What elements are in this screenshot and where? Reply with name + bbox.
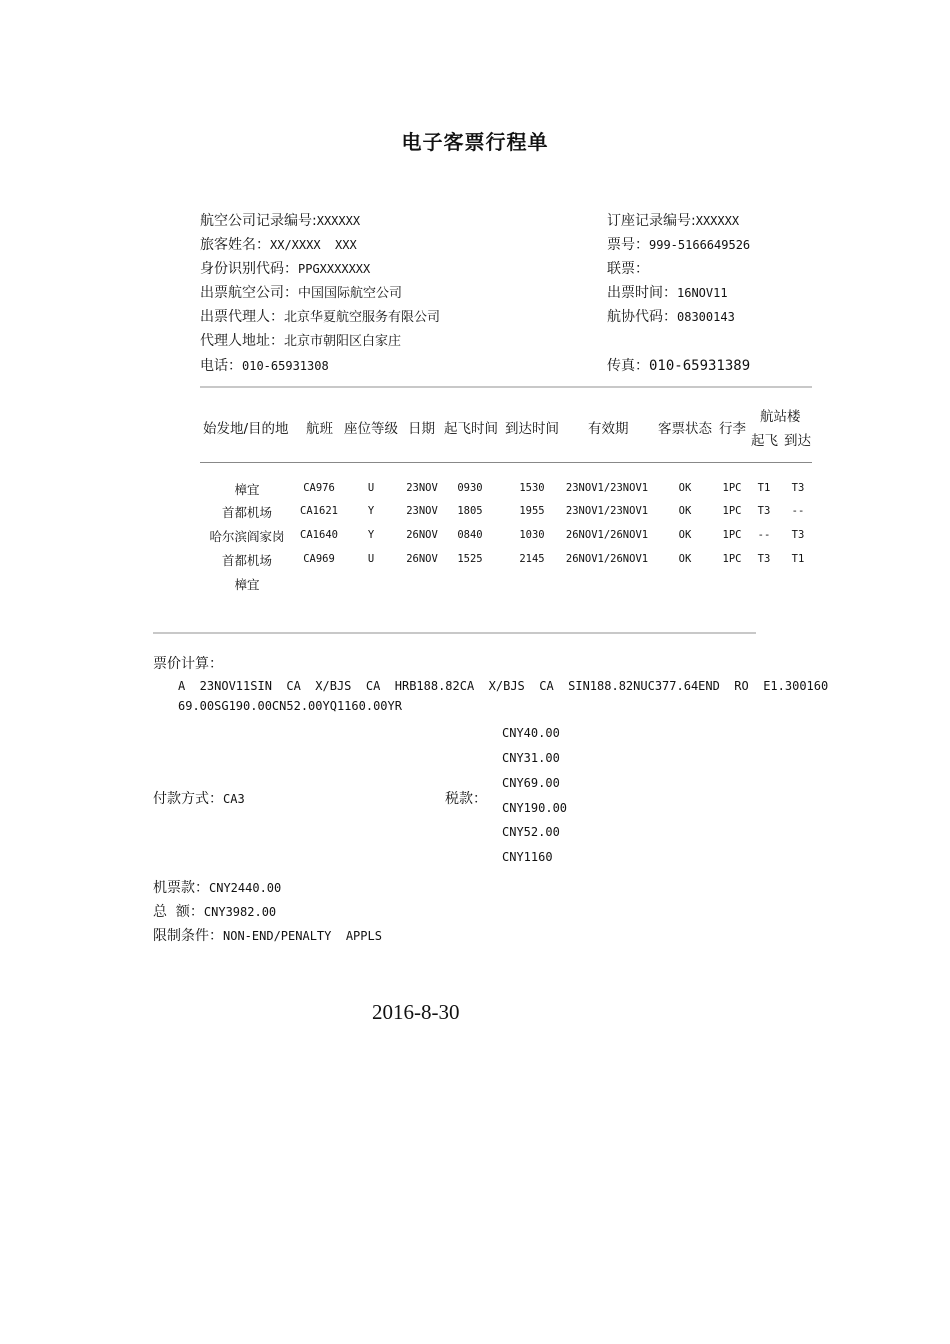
flight-cell: CA976 (303, 482, 335, 494)
agent-label: 出票代理人： (200, 309, 284, 325)
arr-time-cell: 1530 (519, 482, 545, 494)
coupon-label: 联票： (607, 261, 649, 277)
fare-calc-label: 票价计算： (153, 656, 223, 672)
dep-time-cell: 1805 (457, 505, 483, 517)
col-flight: 航班 (306, 421, 333, 437)
dep-time-cell: 1525 (457, 553, 483, 565)
col-validity: 有效期 (588, 421, 629, 437)
status-cell: OK (678, 553, 692, 565)
terminal-arr-cell: -- (791, 505, 805, 517)
booking-record-row (607, 210, 739, 230)
class-cell: U (367, 482, 375, 494)
coupon-row (607, 258, 649, 278)
col-arr-time: 到达时间 (505, 421, 559, 437)
terminal-arr-cell: T3 (791, 482, 805, 494)
passenger-label: 旅客姓名： (200, 237, 270, 253)
city-name: 樟宜 (234, 577, 260, 592)
agent-address-label: 代理人地址： (200, 333, 284, 349)
tax-item: CNY69.00 (502, 776, 560, 790)
total-value: CNY3982.00 (203, 905, 277, 919)
validity-cell: 26NOV1/26NOV1 (565, 529, 649, 541)
validity-cell: 23NOV1/23NOV1 (565, 482, 649, 494)
payment-value: CA3 (223, 792, 245, 806)
ticket-fare-row (153, 877, 281, 897)
tax-item: CNY40.00 (502, 726, 560, 740)
total-row (153, 901, 276, 921)
city-name: 首都机场 (221, 553, 272, 568)
booking-record-value: XXXXXX (695, 214, 740, 228)
issuing-airline-value: 中国国际航空公司 (298, 286, 403, 301)
flight-cell: CA1640 (300, 529, 338, 541)
terminal-arr-cell: T1 (791, 553, 805, 565)
airline-record-row (200, 210, 360, 230)
class-cell: Y (367, 529, 375, 541)
fare-calc-line-1: A 23NOV11SIN CA X/BJS CA HRB188.82CA X/BJS CA SIN188.82NUC377.64END RO E1.300160 (178, 679, 829, 693)
payment-row (153, 788, 245, 808)
flight-cell: CA1621 (300, 505, 338, 517)
arr-time-cell: 1030 (519, 529, 545, 541)
terminal-dep-cell: -- (757, 529, 771, 541)
divider-header (200, 386, 812, 388)
class-cell: Y (367, 505, 375, 517)
document-date: 2016-8-30 (372, 1000, 460, 1024)
document-title: 电子客票行程单 (401, 130, 549, 154)
agent-address-row (200, 330, 401, 350)
issue-time-label: 出票时间： (607, 285, 677, 301)
baggage-cell: 1PC (722, 482, 742, 494)
id-row (200, 258, 370, 278)
terminal-arr-cell: T3 (791, 529, 805, 541)
payment-label: 付款方式： (153, 791, 223, 807)
tax-item: CNY190.00 (502, 801, 568, 815)
date-cell: 26NOV (406, 553, 438, 565)
status-cell: OK (678, 482, 692, 494)
airline-record-label: 航空公司记录编号: (200, 213, 317, 229)
city-name: 樟宜 (234, 482, 260, 497)
fax-label: 传真： (607, 358, 649, 374)
col-origin-dest: 始发地/目的地 (203, 421, 289, 437)
divider-table-header (200, 462, 812, 463)
ticket-number-label: 票号： (607, 237, 649, 253)
terminal-dep-cell: T3 (757, 505, 771, 517)
class-cell: U (367, 553, 375, 565)
iata-code-value: 08300143 (677, 310, 735, 324)
divider-table-bottom (153, 632, 756, 634)
issuing-airline-label: 出票航空公司： (200, 285, 298, 301)
date-cell: 23NOV (406, 482, 438, 494)
id-label: 身份识别代码： (200, 261, 298, 277)
arr-time-cell: 2145 (519, 553, 545, 565)
total-label: 总 额： (153, 904, 204, 920)
col-terminal: 航站楼 (760, 409, 801, 425)
tax-label: 税款： (445, 791, 487, 807)
col-dep-time: 起飞时间 (444, 421, 498, 437)
phone-value: 010-65931308 (242, 359, 329, 373)
agent-address-value: 北京市朝阳区白家庄 (284, 334, 402, 349)
col-terminal-dep: 起飞 (751, 433, 778, 449)
baggage-cell: 1PC (722, 529, 742, 541)
fax-row (607, 355, 750, 375)
ticket-fare-value: CNY2440.00 (209, 881, 282, 895)
col-date: 日期 (408, 421, 435, 437)
agent-value: 北京华夏航空服务有限公司 (284, 310, 441, 325)
col-terminal-arr: 到达 (784, 433, 811, 449)
tax-item: CNY31.00 (502, 751, 560, 765)
issuing-airline-row (200, 282, 402, 302)
issue-time-value: 16NOV11 (677, 286, 728, 300)
agent-row (200, 306, 440, 326)
terminal-dep-cell: T1 (757, 482, 771, 494)
restriction-label: 限制条件： (153, 928, 223, 944)
baggage-cell: 1PC (722, 553, 742, 565)
dep-time-cell: 0930 (457, 482, 483, 494)
date-cell: 23NOV (406, 505, 438, 517)
airline-record-value: XXXXXX (316, 214, 361, 228)
date-cell: 26NOV (406, 529, 438, 541)
status-cell: OK (678, 505, 692, 517)
ticket-fare-label: 机票款： (153, 880, 209, 896)
issue-time-row (607, 282, 728, 302)
validity-cell: 26NOV1/26NOV1 (565, 553, 649, 565)
col-status: 客票状态 (658, 421, 712, 437)
validity-cell: 23NOV1/23NOV1 (565, 505, 649, 517)
restriction-row (153, 925, 382, 945)
booking-record-label: 订座记录编号: (607, 213, 696, 229)
arr-time-cell: 1955 (519, 505, 545, 517)
flight-cell: CA969 (303, 553, 335, 565)
iata-code-row (607, 306, 735, 326)
fare-calc-line-2: 69.00SG190.00CN52.00YQ1160.00YR (178, 699, 402, 713)
col-class: 座位等级 (344, 421, 398, 437)
tax-item: CNY52.00 (502, 825, 560, 839)
ticket-number-value: 999-5166649526 (649, 238, 751, 252)
tax-item: CNY1160 (502, 850, 553, 864)
terminal-dep-cell: T3 (757, 553, 771, 565)
baggage-cell: 1PC (722, 505, 742, 517)
fax-value: 010-65931389 (649, 358, 751, 374)
ticket-number-row (607, 234, 750, 254)
status-cell: OK (678, 529, 692, 541)
col-baggage: 行李 (719, 421, 746, 437)
city-name: 首都机场 (221, 505, 272, 520)
phone-row (200, 355, 329, 375)
passenger-row (200, 234, 357, 254)
city-name: 哈尔滨阎家岗 (209, 529, 285, 544)
restriction-value: NON-END/PENALTY APPLS (223, 929, 382, 943)
dep-time-cell: 0840 (457, 529, 483, 541)
phone-label: 电话： (200, 358, 242, 374)
id-value: PPGXXXXXXX (298, 262, 371, 276)
iata-code-label: 航协代码： (607, 309, 677, 325)
passenger-value: XX/XXXX XXX (270, 238, 357, 252)
